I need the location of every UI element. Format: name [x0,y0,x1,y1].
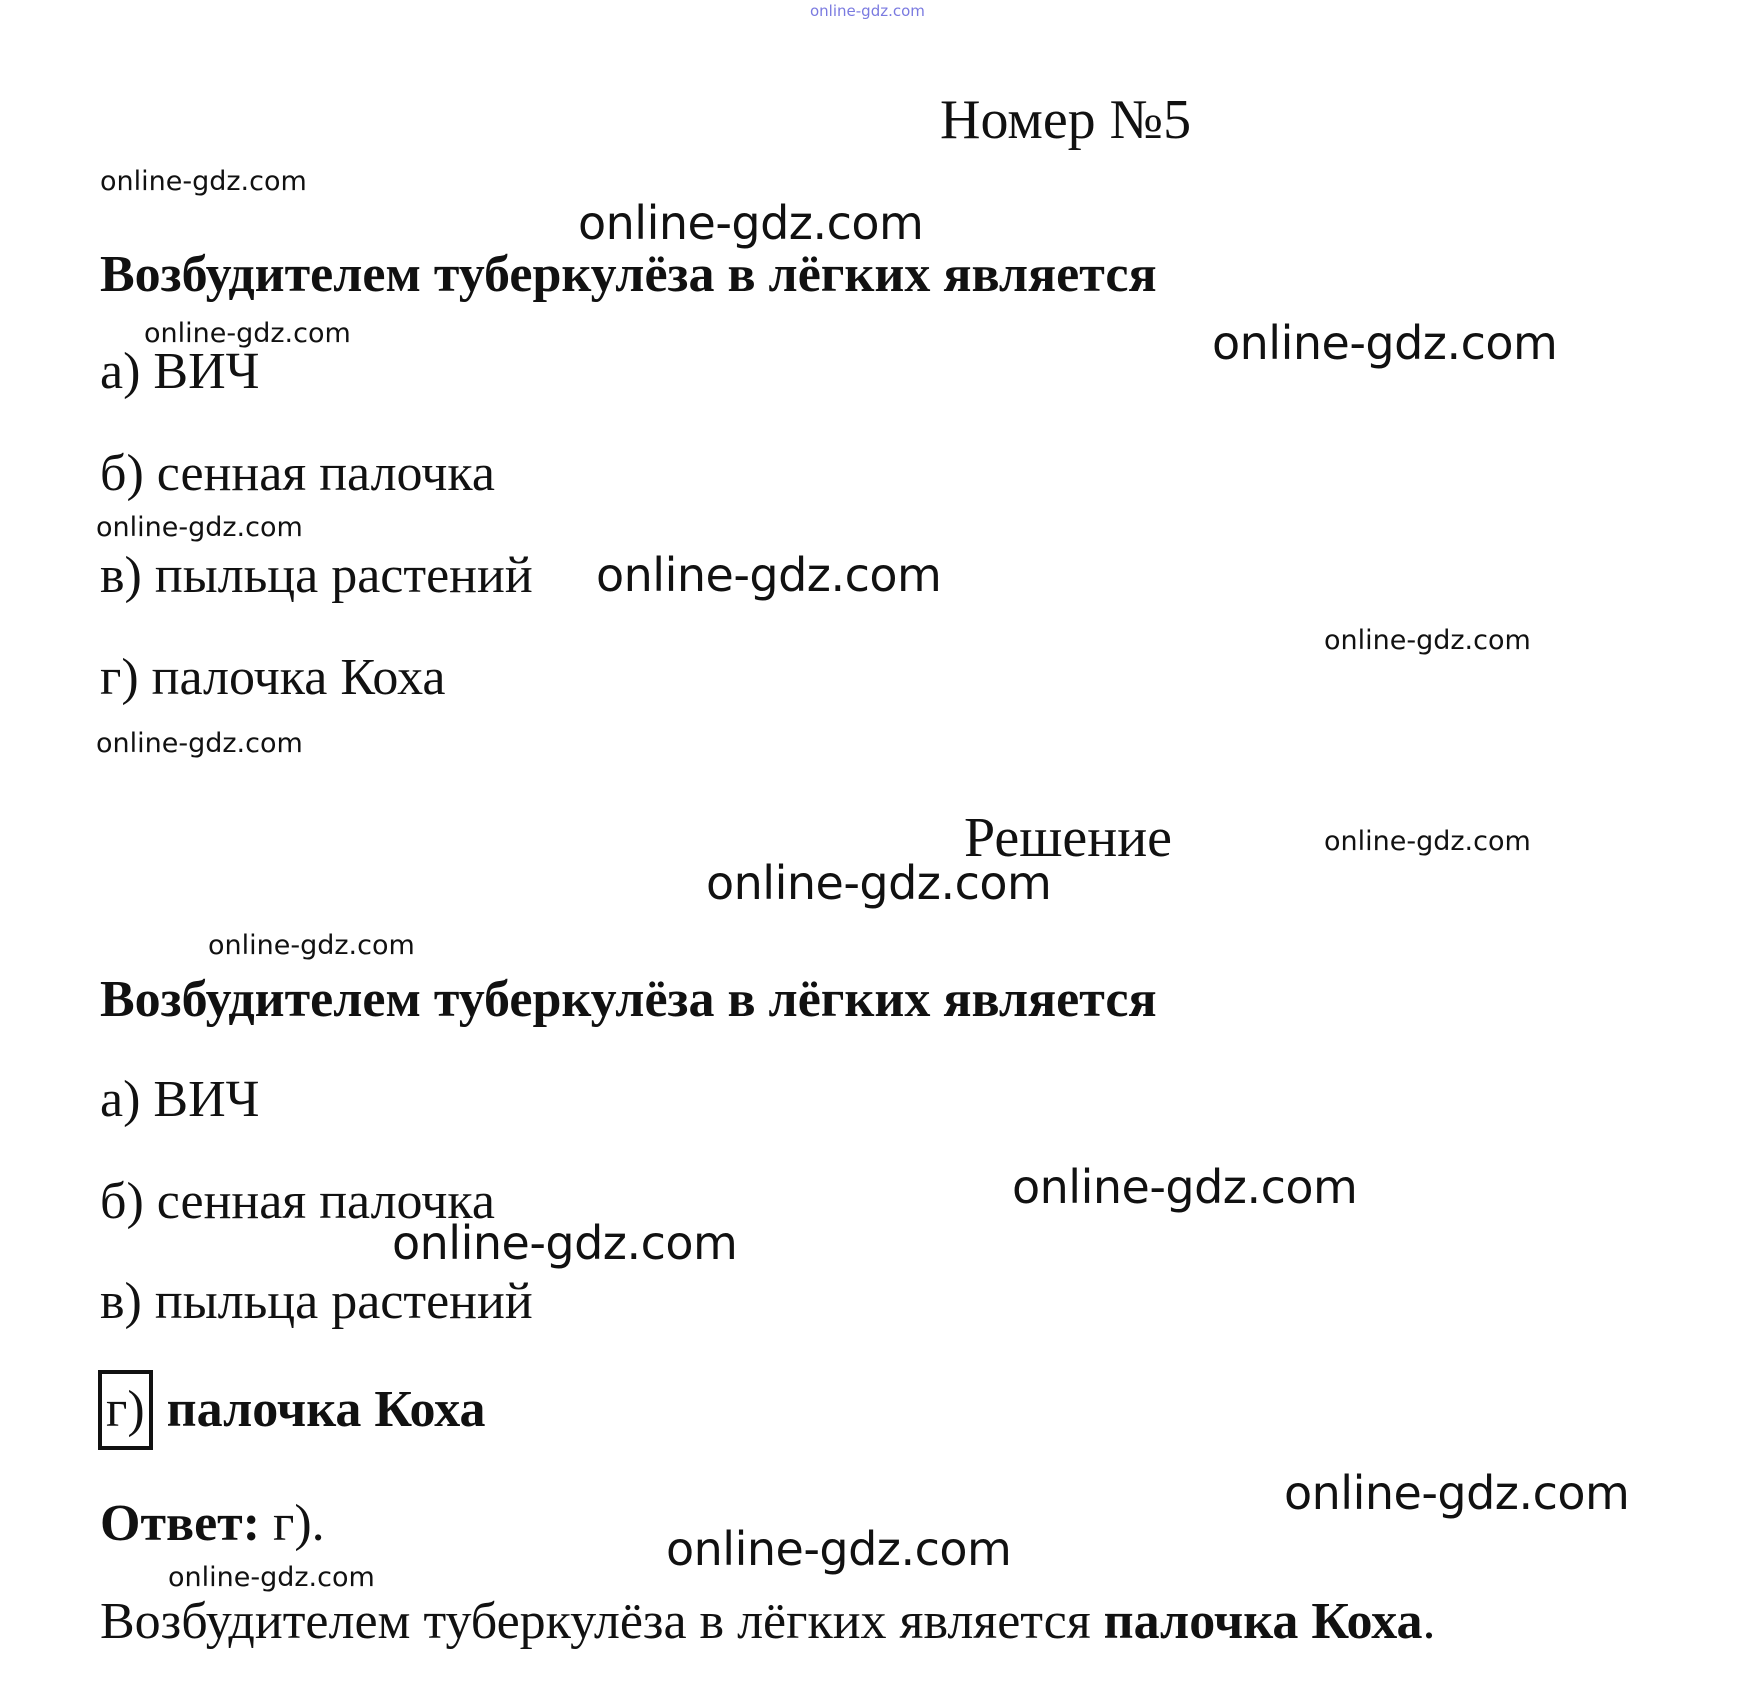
watermark: online-gdz.com [578,196,924,250]
question-text: Возбудителем туберкулёза в лёгких является [100,246,1157,303]
watermark: online-gdz.com [168,1562,375,1593]
watermark: online-gdz.com [1284,1466,1630,1520]
option-b: б) сенная палочка [100,445,495,502]
answer-label: Ответ: [100,1495,261,1552]
correct-letter-box: г) [98,1370,153,1450]
explanation-bold: палочка Коха [1103,1593,1423,1650]
watermark-top: online-gdz.com [810,2,925,20]
watermark: online-gdz.com [392,1216,738,1270]
solution-option-c: в) пыльца растений [100,1273,533,1330]
watermark: online-gdz.com [666,1522,1012,1576]
option-a: а) ВИЧ [100,343,260,400]
watermark: online-gdz.com [1324,826,1531,857]
watermark: online-gdz.com [1012,1160,1358,1214]
answer-value: г). [273,1495,325,1552]
page-title: Номер №5 [940,89,1192,151]
watermark: online-gdz.com [596,548,942,602]
solution-heading: Решение [964,807,1173,869]
watermark: online-gdz.com [1324,625,1531,656]
correct-option-text: палочка Коха [166,1381,486,1438]
solution-correct-option [98,1370,486,1450]
watermark: online-gdz.com [706,856,1052,910]
watermark: online-gdz.com [208,930,415,961]
explanation-suffix: . [1422,1593,1436,1650]
answer-explanation [100,1592,1436,1651]
solution-option-a: а) ВИЧ [100,1071,260,1128]
answer-line [100,1494,325,1553]
watermark: online-gdz.com [100,166,307,197]
option-c: в) пыльца растений [100,547,533,604]
watermark: online-gdz.com [144,318,351,349]
option-d: г) палочка Коха [100,649,446,706]
watermark: online-gdz.com [1212,316,1558,370]
explanation-prefix: Возбудителем туберкулёза в лёгких является [100,1593,1091,1650]
solution-option-b: б) сенная палочка [100,1173,495,1230]
watermark: online-gdz.com [96,512,303,543]
solution-question-text: Возбудителем туберкулёза в лёгких является [100,971,1157,1028]
watermark: online-gdz.com [96,728,303,759]
